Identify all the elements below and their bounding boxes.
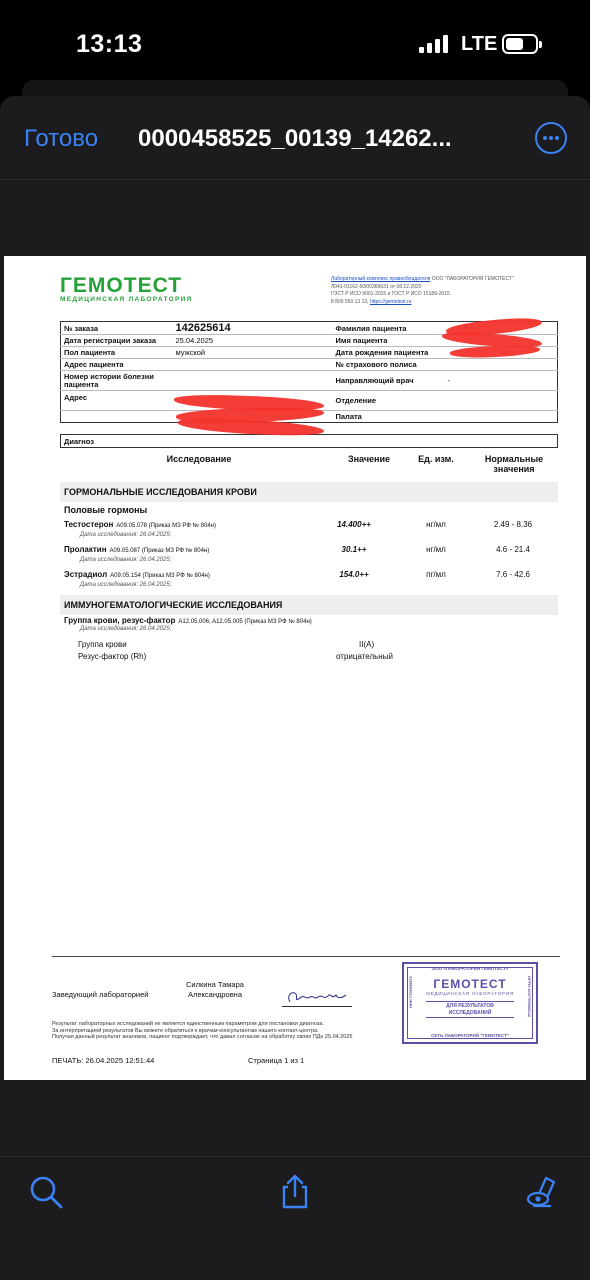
diagnosis-row (60, 434, 558, 448)
section-immunohematology: ИММУНОГЕМАТОЛОГИЧЕСКИЕ ИССЛЕДОВАНИЯ (60, 595, 558, 615)
markup-icon[interactable] (524, 1174, 560, 1210)
test-date: Дата исследования: 26.04.2025; (80, 582, 172, 588)
head-name-2: Александровна (188, 990, 242, 999)
stamp-logo: ГЕМОТЕСТ (433, 977, 507, 991)
test-date: Дата исследования: 26.04.2025; (80, 557, 172, 563)
test-norm: 7.6 - 42.6 (496, 570, 530, 579)
gemotest-logo (60, 276, 193, 303)
test-date: Дата исследования: 26.04.2025; (80, 532, 172, 538)
done-button[interactable]: Готово (24, 125, 99, 152)
doctor-value: - (445, 371, 558, 391)
head-name-1: Силкина Тамара (186, 980, 244, 989)
birth-date-label: Дата рождения пациента (333, 347, 445, 359)
section-hormones: ГОРМОНАЛЬНЫЕ ИССЛЕДОВАНИЯ КРОВИ (60, 482, 558, 502)
test-unit: пг/мл (426, 570, 446, 579)
reg-date: 25.04.2025 (173, 335, 333, 347)
signature-line (282, 1006, 352, 1007)
test-code: A09.05.154 (Приказ МЗ РФ № 804н) (110, 573, 210, 579)
share-icon[interactable] (277, 1174, 313, 1210)
col-study: Исследование (166, 454, 232, 464)
name-label: Имя пациента (333, 335, 445, 347)
stamp-sub: МЕДИЦИНСКАЯ ЛАБОРАТОРИЯ (426, 991, 514, 996)
reg-date-label: Дата регистрации заказа (61, 335, 173, 347)
address-label: Адрес (61, 391, 173, 411)
lab-website-link[interactable]: https://gemotest.ru (369, 298, 412, 305)
lab-license: Л041-01162-50/00369631 от 08.12.2020 (331, 283, 422, 290)
blood-group-label: Группа крови (78, 640, 127, 649)
test-norm: 4.6 - 21.4 (496, 545, 530, 554)
test-unit: нг/мл (426, 545, 446, 554)
document-page[interactable] (4, 256, 586, 1080)
test-value: 154.0++ (339, 570, 369, 579)
insurance-label: № страхового полиса (333, 359, 445, 371)
stamp-purpose-2: ИССЛЕДОВАНИЙ (448, 1010, 492, 1016)
ward-label: Палата (333, 411, 445, 423)
network-type: LTE (461, 33, 498, 55)
col-value: Значение (347, 454, 391, 464)
department-label: Отделение (333, 391, 445, 411)
order-no: 142625614 (175, 322, 231, 334)
history-no-label: Номер истории болезни пациента (61, 371, 173, 391)
rh-factor-value: отрицательный (336, 652, 393, 661)
ellipsis-circle-icon[interactable] (535, 122, 567, 154)
test-code: A09.05.087 (Приказ МЗ РФ № 804н) (109, 548, 210, 554)
disclaimer-line-1: Результат лабораторных исследований не является единственным параметром для постановки диагноза. (52, 1021, 324, 1027)
sex-label: Пол пациента (61, 347, 173, 359)
test-name: Пролактин (64, 545, 107, 554)
subsection-sex-hormones: Половые гормоны (64, 505, 148, 515)
rh-factor-label: Резус-фактор (Rh) (78, 652, 147, 661)
diagnosis-label: Диагноз (64, 437, 94, 446)
doctor-label: Направляющий врач (333, 371, 445, 391)
test-code: A09.05.078 (Приказ МЗ РФ № 804н) (116, 523, 216, 529)
sex-value: мужской (173, 347, 333, 359)
lab-stamp (402, 962, 538, 1044)
test-value: 14.400++ (337, 520, 371, 529)
lab-phone: 8 800 550 13 13, (331, 298, 370, 305)
stamp-ogrn: ОГРН 1037709008442 (527, 976, 532, 1017)
lab-info (331, 276, 571, 306)
stamp-network: СЕТЬ ЛАБОРАТОРИЙ "ГЕМОТЕСТ" (431, 1033, 509, 1038)
stamp-inn: ИНН 7709935571 (408, 976, 413, 1009)
disclaimer-line-2: За интерпретацией результатов Вы можете обратиться к врачам-консультантам нашего контакт-центра. (52, 1027, 319, 1034)
test-name: Тестостерон (64, 520, 114, 529)
head-of-lab-label: Заведующий лабораторией (52, 990, 149, 999)
patient-address-label: Адрес пациента (61, 359, 173, 371)
battery-icon (502, 34, 538, 54)
col-normal: Нормальные значения (484, 454, 544, 474)
footer-divider (52, 956, 560, 957)
blood-group-value: II(A) (359, 640, 375, 649)
status-time: 13:13 (76, 30, 143, 58)
logo-main-text: ГЕМОТЕСТ (60, 274, 183, 297)
col-unit: Ед. изм. (418, 454, 454, 464)
lab-gost: ГОСТ Р ИСО 9001-2015 и ГОСТ Р ИСО 15189-2015 (331, 291, 450, 298)
page-number: Страница 1 из 1 (248, 1056, 305, 1065)
lab-complex-link[interactable]: Лабораторный комплекс правообладателя (331, 276, 431, 282)
logo-sub-text: МЕДИЦИНСКАЯ ЛАБОРАТОРИЯ (60, 296, 193, 303)
lab-owner: ООО "ЛАБОРАТОРИЯ ГЕМОТЕСТ" (430, 276, 514, 282)
test-value: 30.1++ (341, 545, 367, 554)
stamp-purpose-1: ДЛЯ РЕЗУЛЬТАТОВ (446, 1003, 494, 1009)
search-icon[interactable] (28, 1174, 64, 1210)
test-norm: 2.49 - 8.36 (493, 520, 533, 529)
blood-group-date: Дата исследования: 26.04.2025; (80, 626, 172, 632)
test-unit: нг/мл (426, 520, 446, 529)
signature-image (284, 986, 352, 1008)
status-bar (0, 0, 590, 90)
surname-label: Фамилия пациента (335, 323, 407, 333)
stamp-org: ООО «ЛАБОРАТОРИЯ ГЕМОТЕСТ» (431, 966, 509, 971)
blood-group-test-name: Группа крови, резус-фактор (64, 616, 176, 625)
test-name: Эстрадиол (64, 570, 108, 579)
disclaimer (52, 1021, 382, 1041)
disclaimer-line-3: Получая данный результат анализов, пациент подтверждает, что давал согласие на обработку своих ПДн 25.04.2025 (52, 1034, 353, 1041)
signal-icon (419, 35, 449, 53)
blood-group-code: A12.05.006, A12.05.005 (Приказ МЗ РФ № 804н) (178, 619, 312, 625)
print-timestamp: ПЕЧАТЬ: 26.04.2025 12:51:44 (52, 1056, 155, 1065)
document-title: 0000458525_00139_14262... (138, 125, 452, 152)
order-no-label: № заказа (64, 323, 99, 333)
